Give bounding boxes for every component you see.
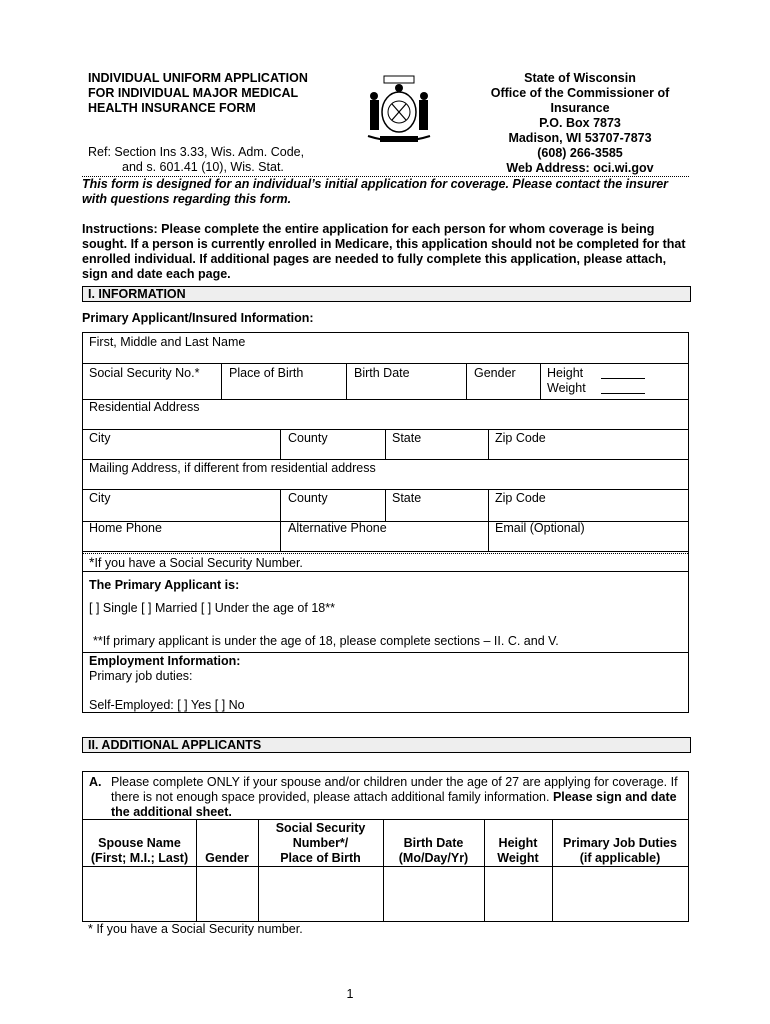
job-duties-label: Primary job duties:: [89, 669, 193, 683]
section-1-header: I. INFORMATION: [82, 286, 691, 302]
residential-address-label: Residential Address: [89, 400, 200, 414]
agency-line: P.O. Box 7873: [539, 116, 621, 130]
primary-applicant-table: [82, 332, 689, 713]
alt-phone-label: Alternative Phone: [288, 521, 387, 535]
weight-label: Weight: [547, 381, 586, 395]
self-employed-options[interactable]: Self-Employed: [ ] Yes [ ] No: [89, 698, 245, 712]
height-label: Height: [547, 366, 584, 380]
agency-line: Web Address: oci.wi.gov: [506, 161, 654, 175]
col-header-line: Primary Job Duties: [563, 836, 677, 850]
section-a-instructions: [111, 775, 686, 820]
col-ssn: [258, 821, 383, 866]
col-birth-date: [383, 836, 484, 866]
name-label: First, Middle and Last Name: [89, 335, 246, 349]
form-notice: This form is designed for an individual’s initial application for coverage. Please contact the insurer with questions regarding this form.: [82, 177, 669, 206]
col-header-line: (if applicable): [579, 851, 661, 865]
birthdate-label: Birth Date: [354, 366, 410, 380]
ssn-footnote-text: If you have a Social Security Number.: [94, 556, 303, 570]
col-height-weight: [484, 836, 552, 866]
gender-label: Gender: [474, 366, 516, 380]
instructions: Instructions: Please complete the entire application for each person for whom coverage is being sought. If a person is currently enrolled in Medicare, this application should not be completed for that enrolled individual. If additional pages are needed to fully complete this application, please attach, sign and date each page.: [82, 222, 686, 281]
agency-line: Insurance: [550, 101, 610, 115]
agency-line: State of Wisconsin: [524, 71, 636, 85]
col-header-line: (Mo/Day/Yr): [398, 851, 469, 865]
mailing-state-label: State: [392, 491, 422, 505]
agency-line: Madison, WI 53707-7873: [508, 131, 652, 145]
mailing-city-label: City: [89, 491, 111, 505]
agency-line: Office of the Commissioner of: [490, 86, 670, 100]
home-phone-label: Home Phone: [89, 521, 162, 535]
employment-label: Employment Information:: [89, 654, 241, 668]
section-a-text: Please complete ONLY if your spouse and/or children under the age of 27 are applying for coverage. If there is not enough space provided, please attach additional family information.: [111, 775, 678, 804]
col-header-line: (First; M.I.; Last): [90, 851, 189, 865]
birthplace-label: Place of Birth: [229, 366, 304, 380]
col-header-line: Number*/: [292, 836, 349, 850]
primary-applicant-is-label: The Primary Applicant is:: [89, 578, 240, 592]
form-title: [88, 71, 308, 116]
zip-label: Zip Code: [495, 431, 546, 445]
mailing-zip-label: Zip Code: [495, 491, 546, 505]
weight-blank[interactable]: [601, 393, 645, 394]
marital-status-options[interactable]: [ ] Single [ ] Married [ ] Under the age of 18**: [89, 601, 335, 615]
ssn-footnote-2: * If you have a Social Security number.: [88, 922, 303, 936]
agency-line: (608) 266-3585: [537, 146, 623, 160]
col-job-duties: [552, 836, 688, 866]
agency-address: [470, 71, 690, 176]
col-header-line: Spouse Name: [98, 836, 181, 850]
height-blank[interactable]: [601, 378, 645, 379]
col-header-line: Social Security: [275, 821, 366, 835]
additional-applicants-table: [82, 771, 689, 922]
under-18-note: **If primary applicant is under the age of 18, please complete sections – II. C. and V.: [93, 634, 559, 648]
county-label: County: [288, 431, 328, 445]
legal-reference: [88, 145, 304, 175]
col-header-line: Place of Birth: [280, 851, 361, 865]
section-a-sign-note: Please sign and date the additional sheet.: [111, 790, 677, 819]
col-gender: Gender: [205, 851, 249, 865]
col-header-line: Height: [498, 836, 538, 850]
reference-line: and s. 601.41 (10), Wis. Stat.: [122, 160, 284, 174]
email-label: Email (Optional): [495, 521, 585, 535]
mailing-address-label: Mailing Address, if different from residential address: [89, 461, 376, 475]
form-title-line: INDIVIDUAL UNIFORM APPLICATION: [88, 71, 308, 85]
section-2-header: II. ADDITIONAL APPLICANTS: [82, 737, 691, 753]
col-header-line: Birth Date: [403, 836, 464, 850]
reference-line: Ref: Section Ins 3.33, Wis. Adm. Code,: [88, 145, 305, 159]
form-title-line: HEALTH INSURANCE FORM: [88, 101, 256, 115]
mailing-county-label: County: [288, 491, 328, 505]
section-a-label: A.: [89, 775, 102, 789]
page-number: 1: [346, 987, 354, 1001]
form-title-line: FOR INDIVIDUAL MAJOR MEDICAL: [88, 86, 299, 100]
col-spouse-name: [83, 836, 196, 866]
ssn-footnote: *If you have a Social Security Number.: [89, 554, 303, 570]
city-label: City: [89, 431, 111, 445]
col-header-line: Weight: [497, 851, 539, 865]
state-seal-icon: [362, 74, 436, 148]
ssn-label: Social Security No.*: [89, 366, 200, 380]
state-label: State: [392, 431, 422, 445]
primary-applicant-heading: Primary Applicant/Insured Information:: [82, 311, 314, 325]
